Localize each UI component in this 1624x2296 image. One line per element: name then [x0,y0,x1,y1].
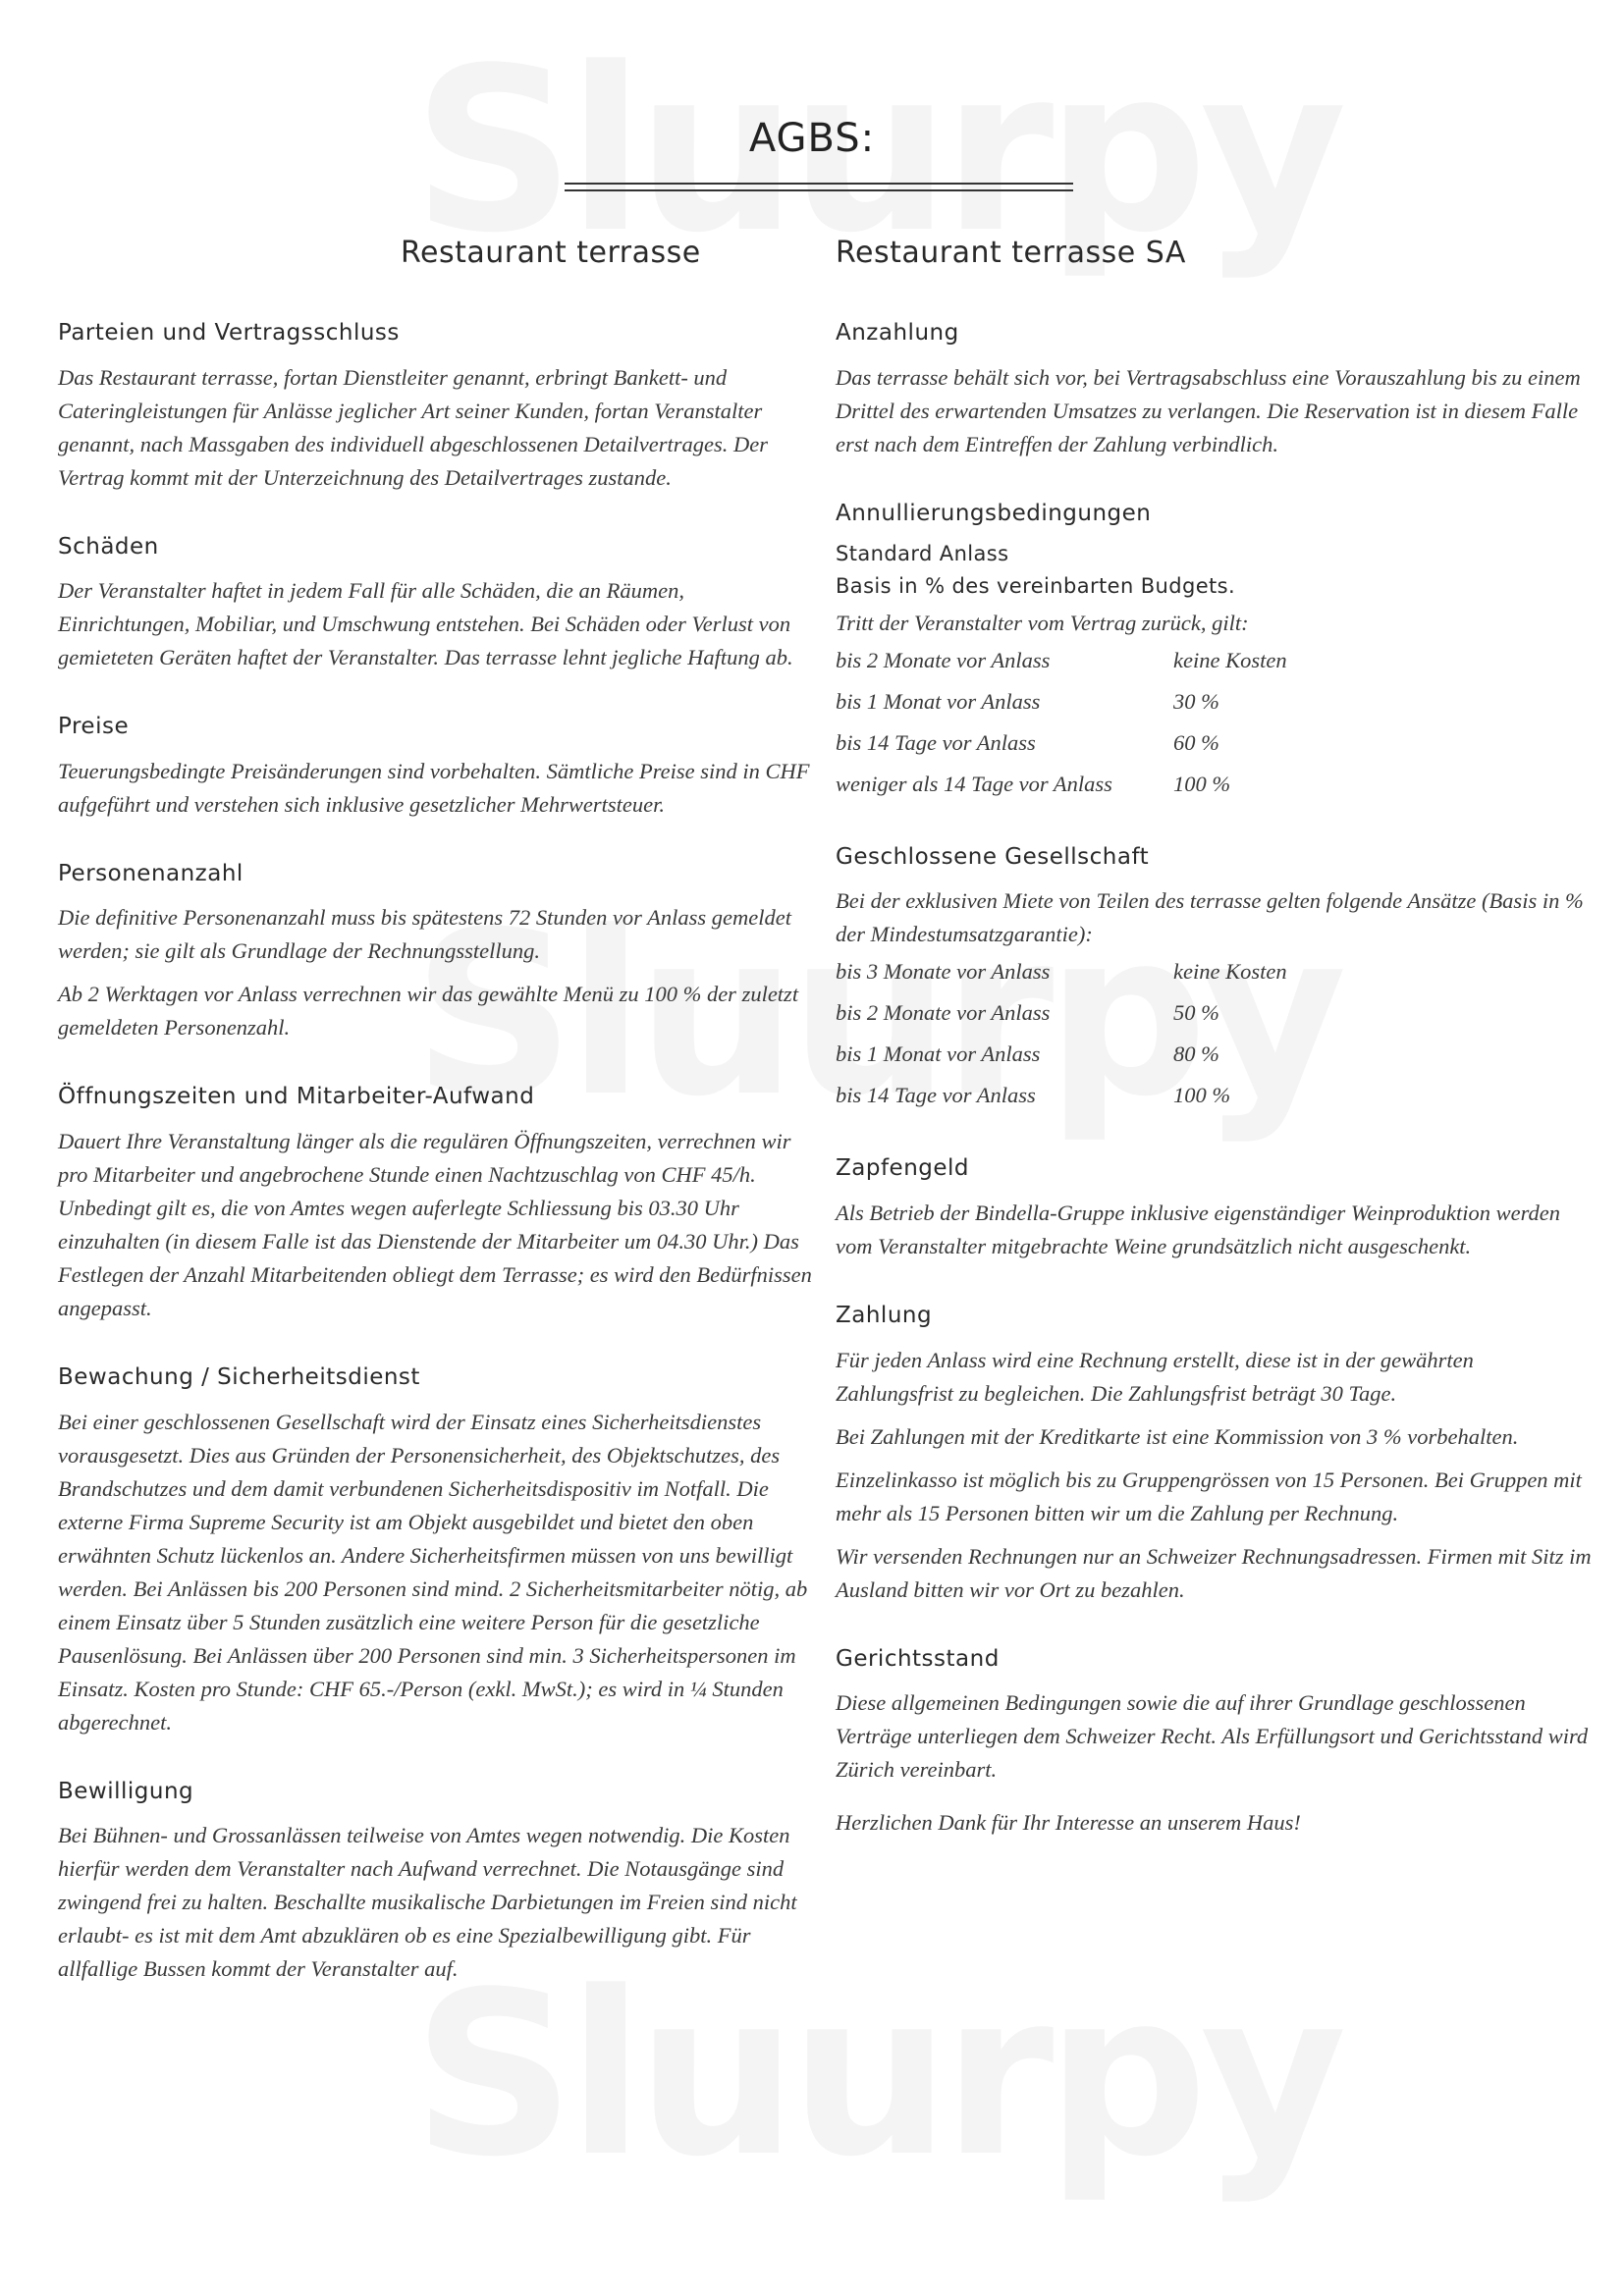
section-annullierung [836,501,1592,805]
section-heading: Anzahlung [836,320,959,346]
subtitle-right: Restaurant terrasse SA [836,236,1186,270]
section-text: Dauert Ihre Veranstaltung länger als die regulären Öffnungszeiten, verrechnen wir pro Mitarbeiter und angebrochene Stunde einen Nachtzuschlag von CHF 45/h. Unbedingt gilt es, die von Amtes wegen auferlegte Schliessung bis 03.30 Uhr einzuhalten (in diesem Falle ist das Dienstende der Mitarbeiter um 04.30 Uhr.) Das Festlegen der Anzahl Mitarbeitenden obliegt dem Terrasse; es wird den Bedürfnissen angepasst. [58,1128,812,1320]
rate-cost: keine Kosten [1173,647,1287,672]
subheading: Standard Anlass [836,542,1009,566]
rate-cost: 60 % [1173,729,1219,755]
rate-row [836,951,1592,992]
section-text: Bei Bühnen- und Grossanlässen teilweise von Amtes wegen notwendig. Die Kosten hierfür werden dem Veranstalter nach Aufwand verrechnet. Die Notausgänge sind zwingend frei zu halten. Beschallte musikalische Darbietungen im Freien sind nicht erlaubt- es ist mit dem Amt abzuklären ob es eine Spezialbewilligung gibt. Für allfallige Bussen kommt der Veranstalter auf. [58,1823,797,1982]
section-text: Das terrasse behält sich vor, bei Vertragsabschluss eine Vorauszahlung bis zu einem Drittel des erwartenden Umsatzes zu verlangen. Die Reservation ist in diesem Falle erst nach dem Eintreffen der Zahlung verbindlich. [836,364,1581,456]
section-heading: Öffnungszeiten und Mitarbeiter-Aufwand [58,1084,535,1110]
rate-cost: 50 % [1173,1000,1219,1026]
section-text: Der Veranstalter haftet in jedem Fall für alle Schäden, die an Räumen, Einrichtungen, Mobiliar, und Umschwung entstehen. Bei Schäden oder Verlust von gemieteten Geräten haftet der Veranstalter. Das terrasse lehnt jegliche Haftung ab. [58,578,793,670]
section-text: Wir versenden Rechnungen nur an Schweizer Rechnungsadressen. Firmen mit Sitz im Ausland bitten wir vor Ort zu bezahlen. [836,1543,1592,1602]
section-geschlossene-gesellschaft [836,844,1592,1117]
section-text: Teuerungsbedingte Preisänderungen sind vorbehalten. Sämtliche Preise sind in CHF aufgeführt und verstehen sich inklusive gesetzlicher Mehrwertsteuer. [58,758,810,817]
right-column [836,320,1592,1879]
section-personenanzahl [58,861,814,1045]
section-heading: Zahlung [836,1302,933,1328]
section-heading: Parteien und Vertragsschluss [58,320,400,346]
rate-cost: 100 % [1173,1083,1231,1108]
rate-when: bis 14 Tage vor Anlass [836,1083,1036,1108]
section-text: Die definitive Personenanzahl muss bis spätestens 72 Stunden vor Anlass gemeldet werden; sie gilt als Grundlage der Rechnungsstellung. [58,905,791,964]
rate-when: bis 2 Monate vor Anlass [836,1000,1051,1026]
rate-row [836,992,1592,1034]
section-text: Einzelinkasso ist möglich bis zu Gruppengrössen von 15 Personen. Bei Gruppen mit mehr als 15 Personen bitten wir um die Zahlung per Rechnung. [836,1467,1582,1525]
section-schaeden [58,534,814,675]
section-oeffnungszeiten [58,1084,814,1325]
title-divider [565,189,1073,191]
left-column [58,320,814,2025]
section-preise [58,714,814,822]
subtitle-left: Restaurant terrasse [401,236,701,270]
rate-when: bis 1 Monat vor Anlass [836,688,1041,714]
rate-when: bis 2 Monate vor Anlass [836,647,1051,672]
section-bewachung [58,1364,814,1739]
rate-row [836,681,1592,722]
section-heading: Schäden [58,533,159,560]
rate-cost: 80 % [1173,1041,1219,1067]
rate-cost: 100 % [1173,771,1231,796]
section-text: Tritt der Veranstalter vom Vertrag zurück, gilt: [836,610,1249,635]
section-zapfengeld [836,1155,1592,1263]
title-divider [565,183,1073,185]
section-text: Für jeden Anlass wird eine Rechnung erstellt, diese ist in der gewährten Zahlungsfrist zu begleichen. Die Zahlungsfrist beträgt 30 Tage. [836,1347,1474,1406]
page-title: AGBS: [748,116,876,161]
section-anzahlung [836,320,1592,461]
rate-row [836,722,1592,764]
rate-when: bis 3 Monate vor Anlass [836,959,1051,985]
section-text: Als Betrieb der Bindella-Gruppe inklusive eigenständiger Weinproduktion werden vom Veranstalter mitgebrachte Weine grundsätzlich nicht ausgeschenkt. [836,1200,1560,1258]
section-heading: Bewachung / Sicherheitsdienst [58,1363,420,1390]
thank-you-note: Herzlichen Dank für Ihr Interesse an unserem Haus! [836,1810,1301,1836]
section-text: Das Restaurant terrasse, fortan Dienstleiter genannt, erbringt Bankett- und Cateringleistungen für Anlässe jeglicher Art seiner Kunden, fortan Veranstalter genannt, nach Massgaben des individuell abgeschlossenen Detailvertrages. Der Vertrag kommt mit der Unterzeichnung des Detailvertrages zustande. [58,364,768,490]
section-bewilligung [58,1779,814,1987]
rate-row [836,764,1592,805]
subheading: Basis in % des vereinbarten Budgets. [836,574,1236,599]
section-heading: Bewilligung [58,1778,194,1804]
section-text: Bei der exklusiven Miete von Teilen des terrasse gelten folgende Ansätze (Basis in % der Mindestumsatzgarantie): [836,888,1584,947]
section-text: Bei Zahlungen mit der Kreditkarte ist eine Kommission von 3 % vorbehalten. [836,1423,1519,1449]
section-text: Bei einer geschlossenen Gesellschaft wird der Einsatz eines Sicherheitsdienstes vorausgesetzt. Dies aus Gründen der Personensicherheit, des Objektschutzes, des Brandschutzes und dem damit verbundenen Sicherheitsdispositiv im Notfall. Die externe Firma Supreme Security ist am Objekt ausgebildet und bietet den oben erwähnten Schutz lückenlos an. Andere Sicherheitsfirmen müssen von uns bewilligt werden. Bei Anlässen bis 200 Personen sind mind. 2 Sicherheitsmitarbeiter nötig, ab einem Einsatz über 5 Stunden zusätzlich eine weitere Person für die gesetzliche Pausenlösung. Bei Anlässen über 200 Personen sind min. 3 Sicherheitspersonen im Einsatz. Kosten pro Stunde: CHF 65.-/Person (exkl. MwSt.); es wird in ¼ Stunden abgerechnet. [58,1409,808,1735]
section-gerichtsstand [836,1646,1592,1841]
section-heading: Annullierungsbedingungen [836,500,1152,526]
rate-when: weniger als 14 Tage vor Anlass [836,771,1112,796]
rate-cost: 30 % [1173,688,1219,714]
section-heading: Personenanzahl [58,860,244,886]
rate-cost: keine Kosten [1173,959,1287,985]
section-text: Ab 2 Werktagen vor Anlass verrechnen wir das gewählte Menü zu 100 % der zuletzt gemeldeten Personenzahl. [58,982,799,1041]
rate-when: bis 14 Tage vor Anlass [836,729,1036,755]
rate-row [836,640,1592,681]
section-heading: Preise [58,714,130,740]
section-heading: Gerichtsstand [836,1645,1000,1672]
rate-row [836,1034,1592,1075]
rate-row [836,1075,1592,1116]
section-text: Diese allgemeinen Bedingungen sowie die auf ihrer Grundlage geschlossenen Verträge unterliegen dem Schweizer Recht. Als Erfüllungsort und Gerichtsstand wird Zürich vereinbart. [836,1690,1589,1783]
section-heading: Zapfengeld [836,1155,970,1182]
rate-when: bis 1 Monat vor Anlass [836,1041,1041,1067]
section-parteien [58,320,814,495]
section-heading: Geschlossene Gesellschaft [836,843,1150,870]
section-zahlung [836,1303,1592,1607]
